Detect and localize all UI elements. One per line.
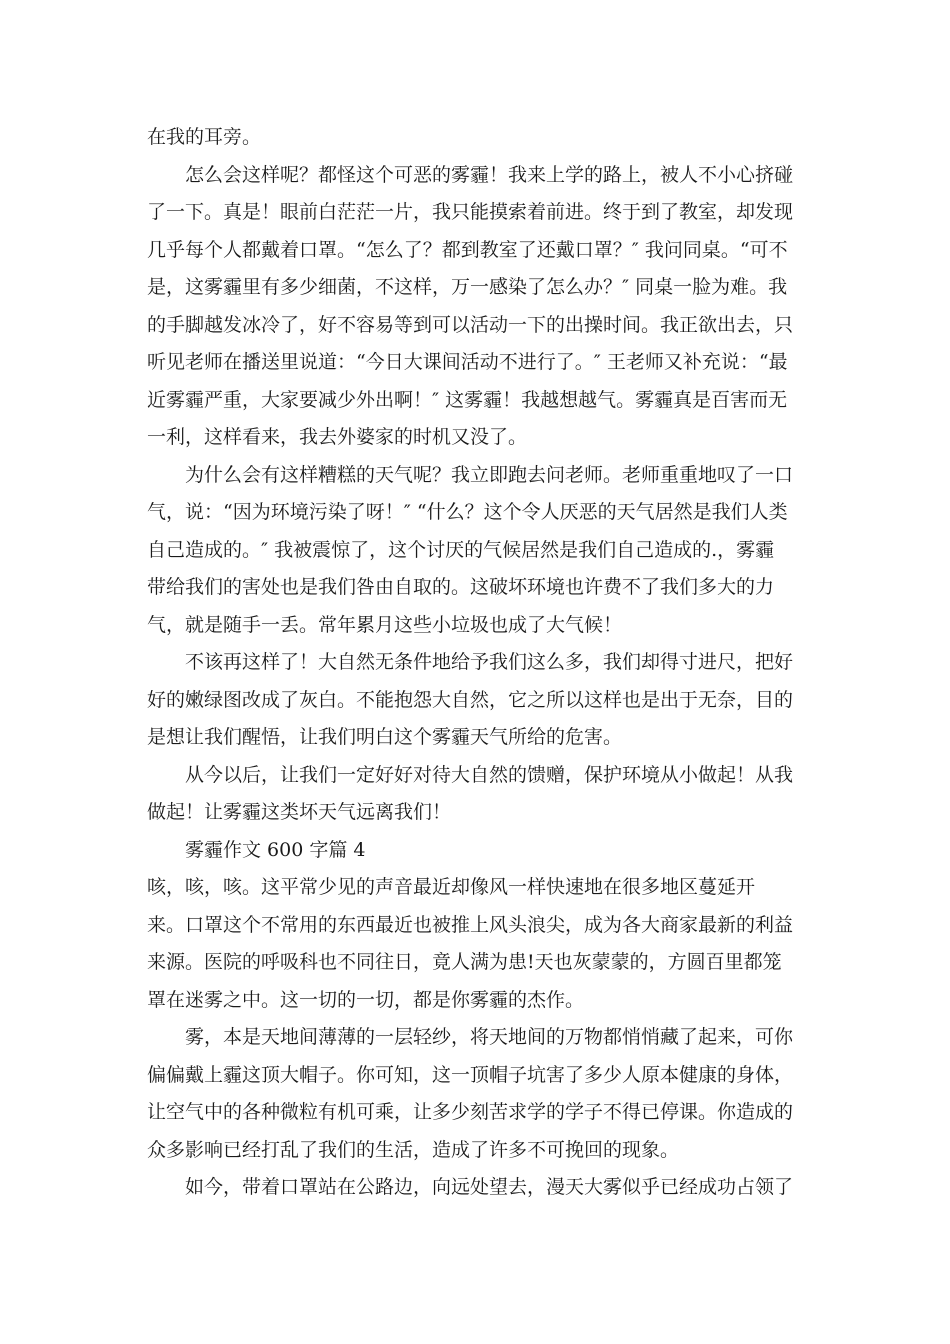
text-line: 了一下。真是！眼前白茫茫一片，我只能摸索着前进。终于到了教室，却发现 [147, 201, 794, 223]
paragraph-start-line: 从今以后，让我们一定好好对待大自然的馈赠，保护环境从小做起！从我 [185, 764, 794, 786]
paragraph-start-line: 如今，带着口罩站在公路边，向远处望去，漫天大雾似乎已经成功占领了 [185, 1176, 794, 1198]
text-line: 是，这雾霾里有多少细菌，不这样，万一感染了怎么办？″ 同桌一脸为难。我 [147, 276, 788, 298]
text-line: 自己造成的。″ 我被震惊了，这个讨厌的气候居然是我们自己造成的.，雾霾 [147, 539, 775, 561]
text-line: 众多影响已经打乱了我们的生活，造成了许多不可挽回的现象。 [147, 1139, 680, 1161]
text-line: 几乎每个人都戴着口罩。“怎么了？都到教室了还戴口罩？″ 我问同桌。“可不 [147, 239, 788, 261]
text-line: 一利，这样看来，我去外婆家的时机又没了。 [147, 426, 528, 448]
section-heading: 雾霾作文 600 字篇 4 [185, 839, 366, 861]
text-line: 让空气中的各种微粒有机可乘，让多少刻苦求学的学子不得已停课。你造成的 [147, 1101, 794, 1123]
text-line: 带给我们的害处也是我们咎由自取的。这破坏环境也许费不了我们多大的力 [147, 576, 775, 598]
text-line: 气，就是随手一丢。常年累月这些小垃圾也成了大气候！ [147, 614, 623, 636]
text-line: 咳，咳，咳。这平常少见的声音最近却像风一样快速地在很多地区蔓延开 [147, 876, 756, 898]
text-line: 来源。医院的呼吸科也不同往日，竟人满为患!天也灰蒙蒙的，方圆百里都笼 [147, 951, 782, 973]
text-line: 罩在迷雾之中。这一切的一切，都是你雾霾的杰作。 [147, 989, 585, 1011]
text-line: 在我的耳旁。 [147, 126, 262, 148]
paragraph-start-line: 怎么会这样呢？都怪这个可恶的雾霾！我来上学的路上，被人不小心挤碰 [185, 164, 794, 186]
text-line: 的手脚越发冰冷了，好不容易等到可以活动一下的出操时间。我正欲出去，只 [147, 314, 794, 336]
text-line: 气，说：“因为环境污染了呀！″ “什么？这个令人厌恶的天气居然是我们人类 [147, 501, 788, 523]
text-line: 偏偏戴上霾这顶大帽子。你可知，这一顶帽子坑害了多少人原本健康的身体， [147, 1064, 794, 1086]
text-line: 好的嫩绿图改成了灰白。不能抱怨大自然，它之所以这样也是出于无奈，目的 [147, 689, 794, 711]
paragraph-start-line: 为什么会有这样糟糕的天气呢？我立即跑去问老师。老师重重地叹了一口 [185, 464, 794, 486]
text-line: 近雾霾严重，大家要减少外出啊！″ 这雾霾！我越想越气。雾霾真是百害而无 [147, 389, 788, 411]
text-line: 听见老师在播送里说道：“今日大课间活动不进行了。″ 王老师又补充说：“最 [147, 351, 788, 373]
text-line: 做起！让雾霾这类坏天气远离我们！ [147, 801, 452, 823]
text-line: 来。口罩这个不常用的东西最近也被推上风头浪尖，成为各大商家最新的利益 [147, 914, 794, 936]
paragraph-start-line: 雾，本是天地间薄薄的一层轻纱，将天地间的万物都悄悄藏了起来，可你 [185, 1026, 794, 1048]
paragraph-start-line: 不该再这样了！大自然无条件地给予我们这么多，我们却得寸进尺，把好 [185, 651, 794, 673]
text-line: 是想让我们醒悟，让我们明白这个雾霾天气所给的危害。 [147, 726, 623, 748]
